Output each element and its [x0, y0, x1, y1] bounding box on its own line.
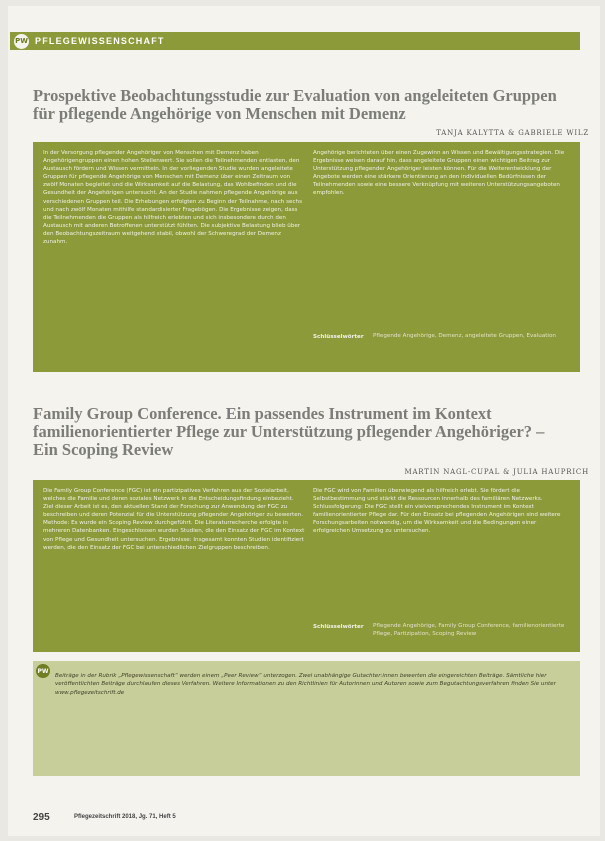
article2-abstract-box: [33, 480, 580, 652]
article1-keywords: Pflegende Angehörige, Demenz, angeleitete Gruppen, Evaluation: [373, 333, 556, 339]
page-number: 295: [33, 812, 50, 823]
note-text: Beiträge in der Rubrik „Pflegewissenschaft“ werden einem „Peer Review“ unterzogen. Zwei unabhängige Gutachter:innen bewerten die eingereichten Beiträge. Sämtliche hier veröffentlichten Beiträge durchlaufen dieses Verfahren. Weitere Informationen zu den Richtlinien für Autorinnen und Autoren sowie zum Begutachtungsverfahren finden Sie unter www.pflegezeitschrift.de: [55, 673, 556, 696]
article1-authors: TANJA KALYTTA & GABRIELE WILZ: [436, 129, 589, 137]
article1-keywords-label: Schlüsselwörter: [313, 334, 364, 340]
article1-abstract-right: Angehörige berichteten über einen Zugewinn an Wissen und Bewältigungsstrategien. Die Ergebnisse weisen darauf hin, dass angeleitete Gruppen einen wichtigen Beitrag zur Unterstützung pflegender Angehöriger leisten können. Für die Weiterentwicklung der Angebote werden eine stärkere Orientierung an den individuellen Bedürfnissen der Teilnehmenden sowie eine bessere Verknüpfung mit weiteren Unterstützungsangeboten empfohlen.: [313, 150, 565, 197]
article1-abstract-box: [33, 142, 580, 372]
article2-keywords-label: Schlüsselwörter: [313, 624, 364, 630]
article2-keywords: Pflegende Angehörige, Family Group Conference, familienorientierte Pflege, Partizipation, Scoping Review: [373, 623, 565, 637]
article1-title: Prospektive Beobachtungsstudie zur Evaluation von angeleiteten Gruppen für pflegende Angehörige von Menschen mit Demenz: [33, 86, 557, 123]
article2-abstract-left: Die Family Group Conference (FGC) ist ein partizipatives Verfahren aus der Sozialarbeit, welches die Familie und deren soziales Netzwerk in die Entscheidungsfindung einbezieht. Ziel dieser Arbeit ist es, den aktuellen Stand der Forschung zur Anwendung der FGC zu beschreiben und deren Potenzial für die Unterstützung pflegender Angehöriger zu bewerten. Methode: Es wurde ein Scoping Review durchgeführt. Die Literaturrecherche erfolgte in mehreren Datenbanken. Eingeschlossen wurden Studien, die den Einsatz der FGC im Kontext von Pflege und Gesundheit untersuchen. Ergebnisse: Insgesamt konnten Studien identifiziert werden, die den Einsatz der FGC bei unterschiedlichen Zielgruppen beschreiben.: [43, 488, 305, 551]
article2-title: Family Group Conference. Ein passendes Instrument im Kontext familienorientierter Pflege zur Unterstützung pflegender Angehöriger? – Ein Scoping Review: [33, 404, 545, 459]
journal-source: Pflegezeitschrift 2018, Jg. 71, Heft 5: [74, 814, 176, 820]
section-title: PFLEGEWISSENSCHAFT: [35, 36, 165, 46]
peer-review-note: [33, 661, 580, 776]
article2-abstract-right: Die FGC wird von Familien überwiegend als hilfreich erlebt. Sie fördert die Selbstbestimmung und stärkt die Ressourcen innerhalb des familiären Netzwerks. Schlussfolgerung: Die FGC stellt ein vielversprechendes Instrument im Kontext familienorientierter Pflege dar. Für den Einsatz bei pflegenden Angehörigen sind weitere Forschungsarbeiten notwendig, um die Wirksamkeit und die Bedingungen einer erfolgreichen Umsetzung zu untersuchen.: [313, 488, 561, 535]
article2-authors: MARTIN NAGL-CUPAL & JULIA HAUPRICH: [404, 468, 589, 476]
article1-abstract-left: In der Versorgung pflegender Angehöriger von Menschen mit Demenz haben Angehörigengruppen einen hohen Stellenwert. Sie sollen die Teilnehmenden entlasten, den Austausch fördern und Wissen vermitteln. In der vorliegenden Studie wurden angeleitete Gruppen für pflegende Angehörige von Menschen mit Demenz über einen Zeitraum von zwölf Monaten begleitet und die Wirksamkeit auf die Belastung, das Wohlbefinden und die Gesundheit der Angehörigen untersucht. An der Studie nahmen pflegende Angehörige aus verschiedenen Gruppen teil. Die Erhebungen erfolgten zu Beginn der Teilnahme, nach sechs und nach zwölf Monaten mithilfe standardisierter Fragebögen. Die Ergebnisse zeigen, dass die Teilnehmenden die Gruppen als hilfreich erlebten und sich insbesondere durch den Austausch mit anderen Betroffenen unterstützt fühlten. Die subjektive Belastung blieb über den Beobachtungszeitraum weitgehend stabil, obwohl der Schweregrad der Demenz zunahm.: [43, 150, 303, 246]
section-logo-icon: PW: [14, 34, 29, 49]
note-logo-icon: PW: [36, 664, 50, 678]
section-header: [10, 32, 580, 50]
